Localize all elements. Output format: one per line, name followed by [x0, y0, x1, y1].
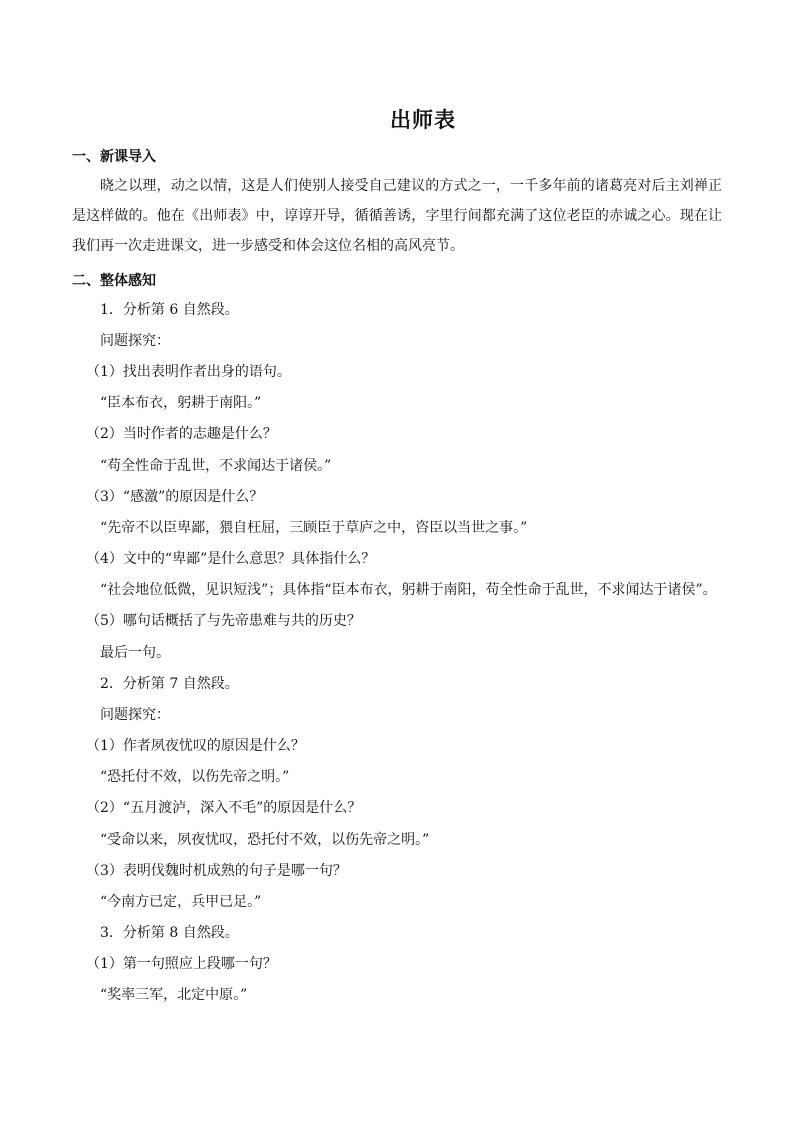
list-item: 2．分析第 7 自然段。: [100, 676, 239, 692]
list-item: （3）“感激”的原因是什么？: [86, 489, 264, 505]
list-item: （2）当时作者的志趣是什么？: [86, 426, 277, 442]
list-item: （2）“五月渡泸，深入不毛”的原因是什么？: [86, 800, 362, 816]
list-item: （5）哪句话概括了与先帝患难与共的历史？: [86, 613, 361, 629]
list-item: 1．分析第 6 自然段。: [100, 302, 239, 318]
list-item: 最后一句。: [100, 645, 170, 661]
list-item: “苟全性命于乱世，不求闻达于诸侯。”: [100, 458, 332, 474]
list-item: “今南方已定，兵甲已足。”: [100, 894, 262, 910]
list-item: “受命以来，夙夜忧叹，恐托付不效，以伤先帝之明。”: [100, 832, 430, 848]
list-item: “臣本布衣，躬耕于南阳。”: [100, 395, 262, 411]
list-item: “社会地位低微，见识短浅”；具体指“臣本布衣，躬耕于南阳，苟全性命于乱世，不求闻达于诸侯”。: [100, 582, 717, 598]
list-item: （1）作者夙夜忧叹的原因是什么？: [86, 738, 305, 754]
list-item: 问题探究：: [100, 333, 170, 349]
section-heading-overview: 二、整体感知: [72, 273, 156, 289]
list-item: （1）找出表明作者出身的语句。: [86, 364, 291, 380]
list-item: “奖率三军，北定中原。”: [100, 987, 248, 1003]
list-item: “恐托付不效，以伤先帝之明。”: [100, 769, 290, 785]
list-item: 问题探究：: [100, 707, 170, 723]
document-title: 出师表: [390, 108, 456, 132]
section-heading-intro: 一、新课导入: [72, 149, 156, 165]
list-item: （3）表明伐魏时机成熟的句子是哪一句？: [86, 863, 347, 879]
intro-paragraph: 晓之以理，动之以情，这是人们使别人接受自己建议的方式之一，一千多年前的诸葛亮对后主刘禅正是这样做的。他在《出师表》中，谆谆开导，循循善诱，字里行间都充满了这位老臣的赤诚之心。现在让我们再一次走进课文，进一步感受和体会这位名相的高风亮节。: [72, 178, 722, 254]
list-item: （4）文中的“卑鄙”是什么意思？具体指什么？: [86, 551, 376, 567]
list-item: （1）第一句照应上段哪一句？: [86, 956, 277, 972]
list-item: “先帝不以臣卑鄙，猥自枉屈，三顾臣于草庐之中，咨臣以当世之事。”: [100, 520, 528, 536]
list-item: 3．分析第 8 自然段。: [100, 925, 239, 941]
